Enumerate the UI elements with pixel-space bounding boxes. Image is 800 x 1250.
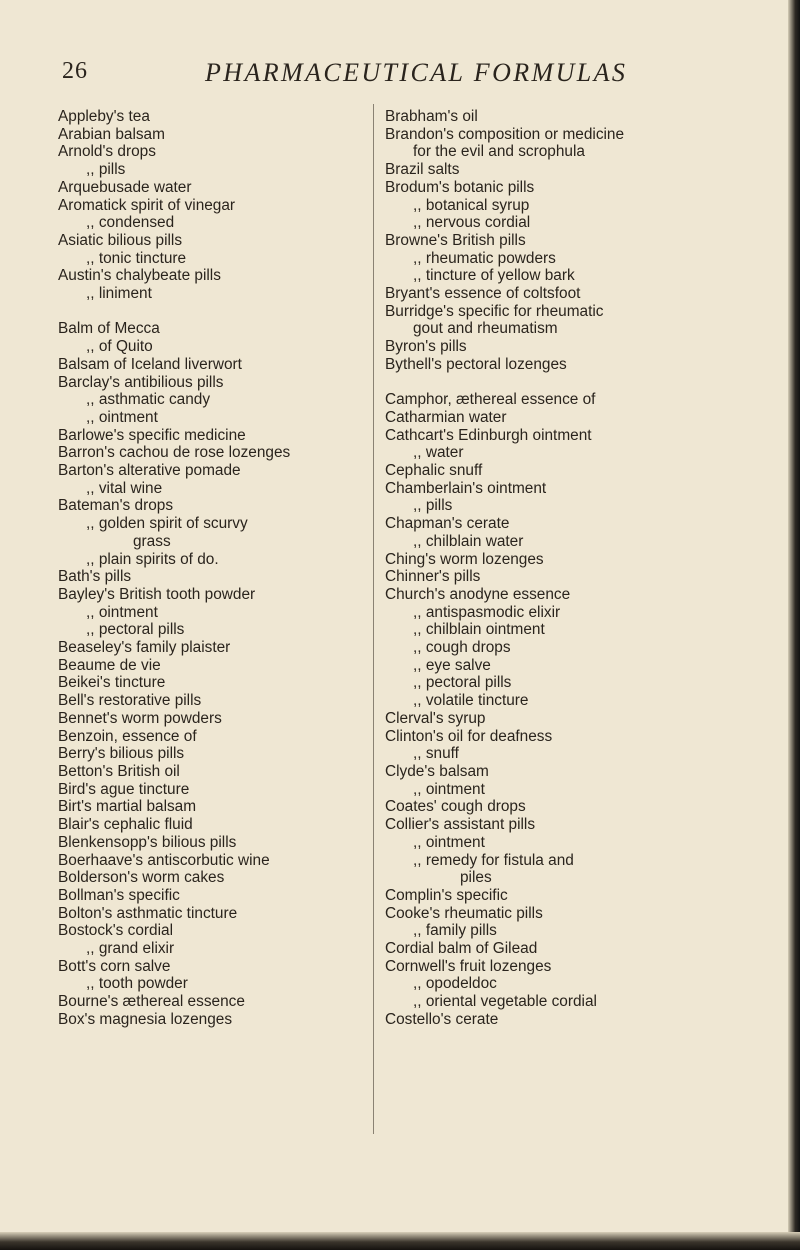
formula-entry: Collier's assistant pills (385, 816, 536, 834)
formula-entry: Complin's specific (385, 886, 508, 904)
sub-entry: ,, chilblain water (413, 532, 524, 550)
sub-entry: ,, ointment (413, 833, 485, 851)
column-rule (373, 104, 374, 1134)
formula-entry: Benzoin, essence of (58, 727, 197, 745)
formula-entry: Clerval's syrup (385, 709, 486, 727)
formula-entry: Bird's ague tincture (58, 780, 190, 798)
formula-entry: Coates' cough drops (385, 798, 526, 816)
formula-entry: Cordial balm of Gilead (385, 940, 538, 958)
formula-entry: Balsam of Iceland liverwort (58, 355, 242, 373)
formula-entry: Clyde's balsam (385, 763, 489, 780)
formula-entry: Betton's British oil (58, 763, 180, 780)
sub-entry: ,, of Quito (86, 338, 153, 356)
formula-entry: Browne's British pills (385, 231, 526, 249)
sub-entry: ,, snuff (413, 745, 459, 763)
formula-entry: Bell's restorative pills (58, 692, 202, 710)
sub-entry: ,, ointment (86, 408, 158, 426)
formula-entry: Barron's cachou de rose lozenges (58, 444, 291, 462)
formula-entry: Brazil salts (385, 161, 460, 179)
formula-entry: Berry's bilious pills (58, 745, 185, 763)
sub-entry: ,, pectoral pills (413, 674, 512, 692)
sub-entry: ,, ointment (86, 603, 158, 621)
formula-entry: Brandon's composition or medicine (385, 125, 625, 143)
section-gap (385, 374, 740, 392)
formula-entry: Bolton's asthmatic tincture (58, 904, 238, 922)
sub-entry: ,, family pills (413, 922, 497, 940)
formula-entry: Austin's chalybeate pills (58, 267, 221, 285)
formula-entry: Barton's alterative pomade (58, 462, 241, 480)
sub-entry: ,, tincture of yellow bark (413, 267, 575, 285)
sub-entry: ,, antispasmodic elixir (413, 603, 561, 621)
formula-entry: Beaume de vie (58, 656, 161, 674)
left-column (58, 108, 290, 1029)
formula-entry: Balm of Mecca (58, 320, 160, 338)
entry-continuation: grass (133, 532, 171, 550)
sub-entry: ,, asthmatic candy (86, 391, 211, 409)
formula-entry: Blenkensopp's bilious pills (58, 833, 237, 851)
sub-entry: ,, condensed (86, 214, 175, 232)
formula-entry: Birt's martial balsam (58, 798, 197, 816)
formula-entry: Aromatick spirit of vinegar (58, 196, 236, 214)
sub-entry: ,, ointment (413, 780, 485, 798)
formula-entry: Boerhaave's antiscorbutic wine (58, 851, 270, 869)
formula-entry: Bateman's drops (58, 497, 174, 515)
formula-entry: Cooke's rheumatic pills (385, 904, 543, 922)
formula-entry: Cornwell's fruit lozenges (385, 957, 552, 975)
right-column (385, 108, 740, 1029)
formula-entry: Catharmian water (385, 408, 507, 426)
formula-entry: Bourne's æthereal essence (58, 993, 245, 1011)
entry-continuation: for the evil and scrophula (413, 143, 585, 161)
formula-entry: Blair's cephalic fluid (58, 816, 193, 834)
formula-entry: Chinner's pills (385, 568, 481, 586)
formula-entry: Byron's pills (385, 338, 467, 356)
formula-entry: Bayley's British tooth powder (58, 585, 256, 603)
sub-entry: ,, liniment (86, 285, 152, 303)
formula-entry: Bolderson's worm cakes (58, 869, 225, 887)
sub-entry: ,, volatile tincture (413, 692, 529, 710)
section-gap (58, 303, 290, 321)
formula-entry: Arquebusade water (58, 178, 192, 196)
formula-entry: Asiatic bilious pills (58, 231, 183, 249)
sub-entry: ,, nervous cordial (413, 214, 531, 232)
formula-entry: Bennet's worm powders (58, 709, 222, 727)
entry-continuation: piles (460, 869, 492, 887)
sub-entry: ,, vital wine (86, 479, 163, 497)
formula-entry: Cephalic snuff (385, 462, 483, 480)
formula-entry: Barlowe's specific medicine (58, 426, 246, 444)
formula-entry: Box's magnesia lozenges (58, 1010, 233, 1028)
formula-entry: Bott's corn salve (58, 957, 171, 975)
sub-entry: ,, pectoral pills (86, 621, 185, 639)
formula-entry: Chamberlain's ointment (385, 479, 547, 497)
formula-entry: Beaseley's family plaister (58, 639, 231, 657)
sub-entry: ,, eye salve (413, 656, 491, 674)
formula-entry: Arnold's drops (58, 143, 156, 161)
sub-entry: ,, tooth powder (86, 975, 188, 993)
formula-entry: Bryant's essence of coltsfoot (385, 285, 581, 303)
formula-entry: Barclay's antibilious pills (58, 373, 224, 391)
sub-entry: ,, plain spirits of do. (86, 550, 219, 568)
formula-entry: Bythell's pectoral lozenges (385, 355, 567, 373)
page-bottom-shadow (0, 1232, 800, 1250)
formula-entry: Church's anodyne essence (385, 585, 571, 603)
sub-entry: ,, tonic tincture (86, 249, 187, 267)
sub-entry: ,, opodeldoc (413, 975, 497, 993)
sub-entry: ,, remedy for fistula and (413, 851, 574, 869)
formula-entry: Brabham's oil (385, 108, 478, 125)
sub-entry: ,, cough drops (413, 639, 511, 657)
formula-entry: Bath's pills (58, 568, 132, 586)
running-head: PHARMACEUTICAL FORMULAS (205, 58, 628, 87)
sub-entry: ,, pills (413, 497, 453, 515)
formula-entry: Bostock's cordial (58, 922, 173, 940)
sub-entry: ,, botanical syrup (413, 196, 530, 214)
formula-entry: Brodum's botanic pills (385, 178, 535, 196)
sub-entry: ,, pills (86, 161, 126, 179)
entry-continuation: gout and rheumatism (413, 320, 558, 338)
sub-entry: ,, chilblain ointment (413, 621, 545, 639)
formula-entry: Bollman's specific (58, 886, 180, 904)
page-number: 26 (62, 58, 88, 84)
formula-entry: Camphor, æthereal essence of (385, 391, 596, 409)
formula-entry: Burridge's specific for rheumatic (385, 302, 604, 320)
sub-entry: ,, water (413, 444, 464, 462)
page-edge-shadow (788, 0, 800, 1250)
formula-entry: Clinton's oil for deafness (385, 727, 553, 745)
sub-entry: ,, grand elixir (86, 940, 175, 958)
formula-entry: Appleby's tea (58, 108, 150, 125)
formula-entry: Ching's worm lozenges (385, 550, 544, 568)
sub-entry: ,, rheumatic powders (413, 249, 556, 267)
formula-entry: Arabian balsam (58, 125, 165, 143)
formula-entry: Cathcart's Edinburgh ointment (385, 426, 592, 444)
sub-entry: ,, golden spirit of scurvy (86, 515, 248, 533)
sub-entry: ,, oriental vegetable cordial (413, 993, 597, 1011)
formula-entry: Chapman's cerate (385, 515, 510, 533)
formula-entry: Beikei's tincture (58, 674, 166, 692)
formula-entry: Costello's cerate (385, 1010, 499, 1028)
